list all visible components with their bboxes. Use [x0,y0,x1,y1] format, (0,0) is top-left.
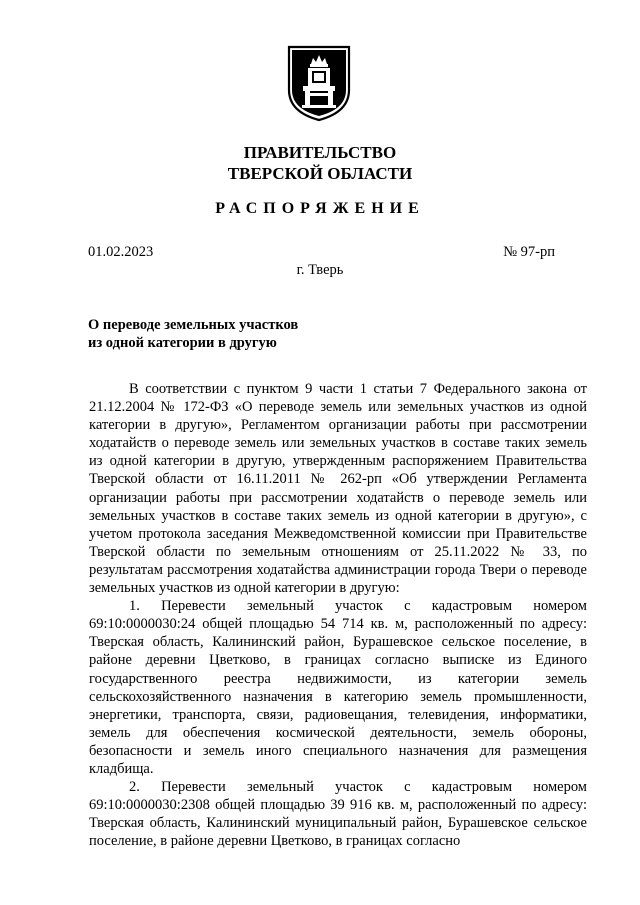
preamble-paragraph: В соответствии с пунктом 9 части 1 статьи 7 Федерального закона от 21.12.2004 № 172-ФЗ «О переводе земель или земельных участков из одной категории в другую», Регламентом организации работы при рассмотрении ходатайств о переводе земель или земельных участков в составе таких земель из одной категории в другую, утвержденным распоряжением Правительства Тверской области от 16.11.2011 № 262-рп «Об утверждении Регламента организации работы при рассмотрении ходатайств о переводе земель или земельных участков в составе таких земель из одной категории в другую», с учетом протокола заседания Межведомственной комиссии при Правительстве Тверской области по земельным отношениям от 25.11.2022 № 33, по результатам рассмотрения ходатайства администрации города Твери о переводе земельных участков из одной категории в другую: [89,381,587,597]
document-date: 01.02.2023 [88,244,154,260]
item-2-paragraph: 2. Перевести земельный участок с кадастровым номером 69:10:0000030:2308 общей площадью 39 916 кв. м, расположенный по адресу: Тверская область, Калининский муниципальный район, Бурашевское сельское поселение, в районе деревни Цветково, в границах согласно [89,779,587,850]
document-number: № 97-рп [503,244,555,260]
organization-name-line1: ПРАВИТЕЛЬСТВО [243,143,397,162]
document-city: г. Тверь [296,262,344,278]
document-body [89,380,587,850]
organization-name-line2: ТВЕРСКОЙ ОБЛАСТИ [227,164,413,183]
item-1-paragraph: 1. Перевести земельный участок с кадастровым номером 69:10:0000030:24 общей площадью 54 714 кв. м, расположенный по адресу: Тверская область, Калининский район, Бурашевское сельское поселение, в районе деревни Цветково, в границах согласно выписке из Единого государственного реестра недвижимости, из категории земель сельскохозяйственного назначения в категорию земель промышленности, энергетики, транспорта, связи, радиовещания, телевидения, информатики, земель для обеспечения космической деятельности, земель обороны, безопасности и земель иного специального назначения для размещения кладбища. [89,598,587,777]
document-subject [88,316,298,352]
document-type-heading: РАСПОРЯЖЕНИЕ [215,200,425,217]
subject-line1: О переводе земельных участков [88,317,299,333]
subject-line2: из одной категории в другую [88,335,277,351]
tver-coat-of-arms-icon [286,44,352,122]
